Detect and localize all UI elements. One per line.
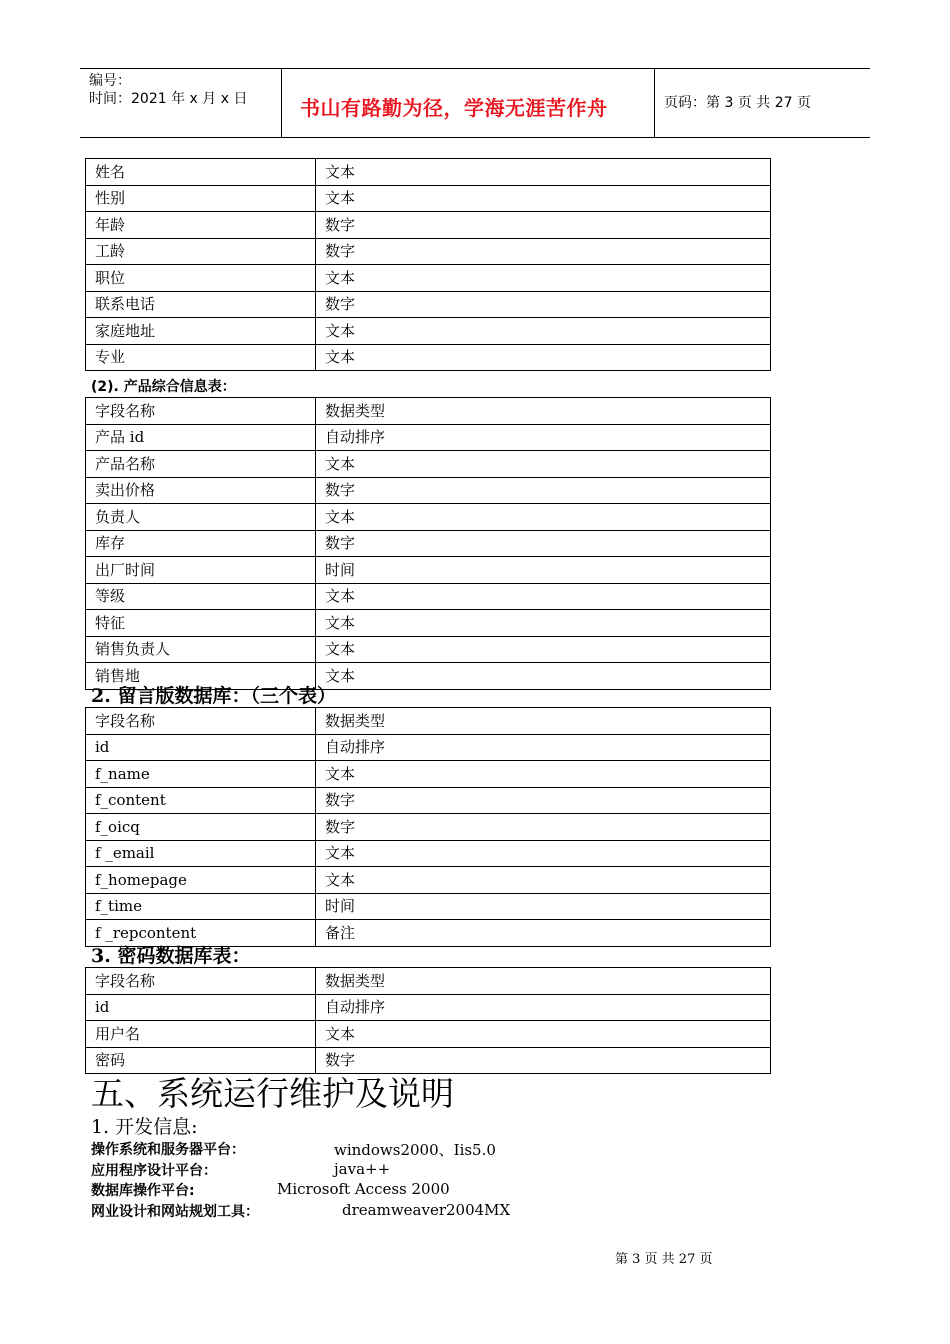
table-row bbox=[86, 814, 771, 841]
field-name-cell: 销售地 bbox=[86, 663, 316, 690]
data-type-cell: 文本 bbox=[316, 265, 771, 292]
table-row bbox=[86, 610, 771, 637]
table-row bbox=[86, 636, 771, 663]
product-table-heading: (2). 产品综合信息表： bbox=[91, 379, 236, 395]
table-row bbox=[86, 424, 771, 451]
field-name-cell: 工龄 bbox=[86, 238, 316, 265]
field-name-cell: f_name bbox=[86, 761, 316, 788]
table-row bbox=[86, 994, 771, 1021]
table-row bbox=[86, 451, 771, 478]
dev-info-row bbox=[91, 1201, 511, 1221]
dev-info-value: Microsoft Access 2000 bbox=[277, 1180, 450, 1198]
table-row bbox=[86, 398, 771, 425]
field-name-cell: 字段名称 bbox=[86, 968, 316, 995]
table-row bbox=[86, 867, 771, 894]
table-row bbox=[86, 734, 771, 761]
field-name-cell: 用户名 bbox=[86, 1021, 316, 1048]
data-type-cell: 自动排序 bbox=[316, 734, 771, 761]
document-code-label: 编号： bbox=[89, 73, 131, 89]
header-left-cell bbox=[80, 69, 282, 137]
field-name-cell: 专业 bbox=[86, 344, 316, 371]
field-name-cell: f _email bbox=[86, 840, 316, 867]
data-type-cell: 文本 bbox=[316, 451, 771, 478]
page-footer: 第 3 页 共 27 页 bbox=[615, 1252, 713, 1267]
header-page-info: 页码：第 3 页 共 27 页 bbox=[664, 95, 811, 111]
dev-info-value: java++ bbox=[334, 1160, 391, 1178]
field-name-cell: f_content bbox=[86, 787, 316, 814]
table-row bbox=[86, 893, 771, 920]
field-name-cell: f_time bbox=[86, 893, 316, 920]
dev-info-heading: 1. 开发信息: bbox=[91, 1116, 198, 1138]
field-name-cell: 等级 bbox=[86, 583, 316, 610]
header-mid-cell bbox=[282, 69, 655, 137]
data-type-cell: 文本 bbox=[316, 159, 771, 186]
data-type-cell: 文本 bbox=[316, 318, 771, 345]
password-db-heading: 3. 密码数据库表： bbox=[91, 945, 251, 967]
table-row bbox=[86, 185, 771, 212]
data-type-cell: 自动排序 bbox=[316, 424, 771, 451]
table-row bbox=[86, 318, 771, 345]
table-row bbox=[86, 238, 771, 265]
field-name-cell: id bbox=[86, 994, 316, 1021]
data-type-cell: 文本 bbox=[316, 504, 771, 531]
field-name-cell: 字段名称 bbox=[86, 708, 316, 735]
field-name-cell: 密码 bbox=[86, 1047, 316, 1074]
dev-info-label: 操作系统和服务器平台： bbox=[91, 1142, 245, 1158]
table-row bbox=[86, 761, 771, 788]
table-row bbox=[86, 504, 771, 531]
dev-info-label: 数据库操作平台: bbox=[91, 1183, 195, 1199]
table-row bbox=[86, 787, 771, 814]
product-info-table bbox=[85, 397, 771, 690]
table-row bbox=[86, 968, 771, 995]
data-type-cell: 文本 bbox=[316, 1021, 771, 1048]
field-name-cell: 销售负责人 bbox=[86, 636, 316, 663]
data-type-cell: 文本 bbox=[316, 344, 771, 371]
data-type-cell: 数字 bbox=[316, 1047, 771, 1074]
table-row bbox=[86, 1021, 771, 1048]
table-row bbox=[86, 530, 771, 557]
field-name-cell: 负责人 bbox=[86, 504, 316, 531]
guestbook-table bbox=[85, 707, 771, 947]
dev-info-row bbox=[91, 1180, 450, 1200]
data-type-cell: 数字 bbox=[316, 530, 771, 557]
dev-info-row bbox=[91, 1139, 496, 1159]
field-name-cell: 职位 bbox=[86, 265, 316, 292]
table-row bbox=[86, 291, 771, 318]
chapter-title: 五、系统运行维护及说明 bbox=[91, 1074, 454, 1113]
dev-info-value: dreamweaver2004MX bbox=[342, 1201, 511, 1219]
page-header bbox=[80, 68, 870, 138]
data-type-cell: 文本 bbox=[316, 761, 771, 788]
password-table bbox=[85, 967, 771, 1074]
table-row bbox=[86, 212, 771, 239]
field-name-cell: 姓名 bbox=[86, 159, 316, 186]
dev-info-label: 应用程序设计平台： bbox=[91, 1163, 217, 1179]
field-name-cell: 字段名称 bbox=[86, 398, 316, 425]
data-type-cell: 文本 bbox=[316, 610, 771, 637]
data-type-cell: 文本 bbox=[316, 867, 771, 894]
data-type-cell: 数字 bbox=[316, 238, 771, 265]
data-type-cell: 文本 bbox=[316, 583, 771, 610]
field-name-cell: 家庭地址 bbox=[86, 318, 316, 345]
field-name-cell: 出厂时间 bbox=[86, 557, 316, 584]
employee-fields-table bbox=[85, 158, 771, 371]
data-type-cell: 文本 bbox=[316, 636, 771, 663]
data-type-cell: 自动排序 bbox=[316, 994, 771, 1021]
data-type-cell: 数字 bbox=[316, 477, 771, 504]
dev-info-value: windows2000、Iis5.0 bbox=[334, 1141, 496, 1159]
table-row bbox=[86, 159, 771, 186]
data-type-cell: 数据类型 bbox=[316, 708, 771, 735]
data-type-cell: 数据类型 bbox=[316, 398, 771, 425]
data-type-cell: 文本 bbox=[316, 663, 771, 690]
field-name-cell: 联系电话 bbox=[86, 291, 316, 318]
field-name-cell: id bbox=[86, 734, 316, 761]
data-type-cell: 数字 bbox=[316, 291, 771, 318]
field-name-cell: 特征 bbox=[86, 610, 316, 637]
dev-info-row bbox=[91, 1160, 391, 1180]
data-type-cell: 数字 bbox=[316, 814, 771, 841]
data-type-cell: 文本 bbox=[316, 840, 771, 867]
table-row bbox=[86, 344, 771, 371]
field-name-cell: 产品名称 bbox=[86, 451, 316, 478]
table-row bbox=[86, 265, 771, 292]
table-row bbox=[86, 557, 771, 584]
header-right-cell bbox=[655, 69, 870, 137]
data-type-cell: 备注 bbox=[316, 920, 771, 947]
field-name-cell: 产品 id bbox=[86, 424, 316, 451]
document-time-label: 时间：2021 年 x 月 x 日 bbox=[89, 91, 248, 107]
field-name-cell: 库存 bbox=[86, 530, 316, 557]
field-name-cell: 年龄 bbox=[86, 212, 316, 239]
guestbook-db-heading: 2. 留言版数据库：（三个表） bbox=[91, 685, 336, 707]
field-name-cell: 性别 bbox=[86, 185, 316, 212]
table-row bbox=[86, 840, 771, 867]
data-type-cell: 文本 bbox=[316, 185, 771, 212]
table-row bbox=[86, 708, 771, 735]
dev-info-label: 网业设计和网站规划工具： bbox=[91, 1204, 259, 1220]
table-row bbox=[86, 477, 771, 504]
field-name-cell: f_homepage bbox=[86, 867, 316, 894]
table-row bbox=[86, 583, 771, 610]
header-motto: 书山有路勤为径，学海无涯苦作舟 bbox=[300, 96, 608, 120]
field-name-cell: 卖出价格 bbox=[86, 477, 316, 504]
field-name-cell: f _repcontent bbox=[86, 920, 316, 947]
data-type-cell: 数字 bbox=[316, 212, 771, 239]
data-type-cell: 数字 bbox=[316, 787, 771, 814]
data-type-cell: 数据类型 bbox=[316, 968, 771, 995]
data-type-cell: 时间 bbox=[316, 557, 771, 584]
data-type-cell: 时间 bbox=[316, 893, 771, 920]
field-name-cell: f_oicq bbox=[86, 814, 316, 841]
